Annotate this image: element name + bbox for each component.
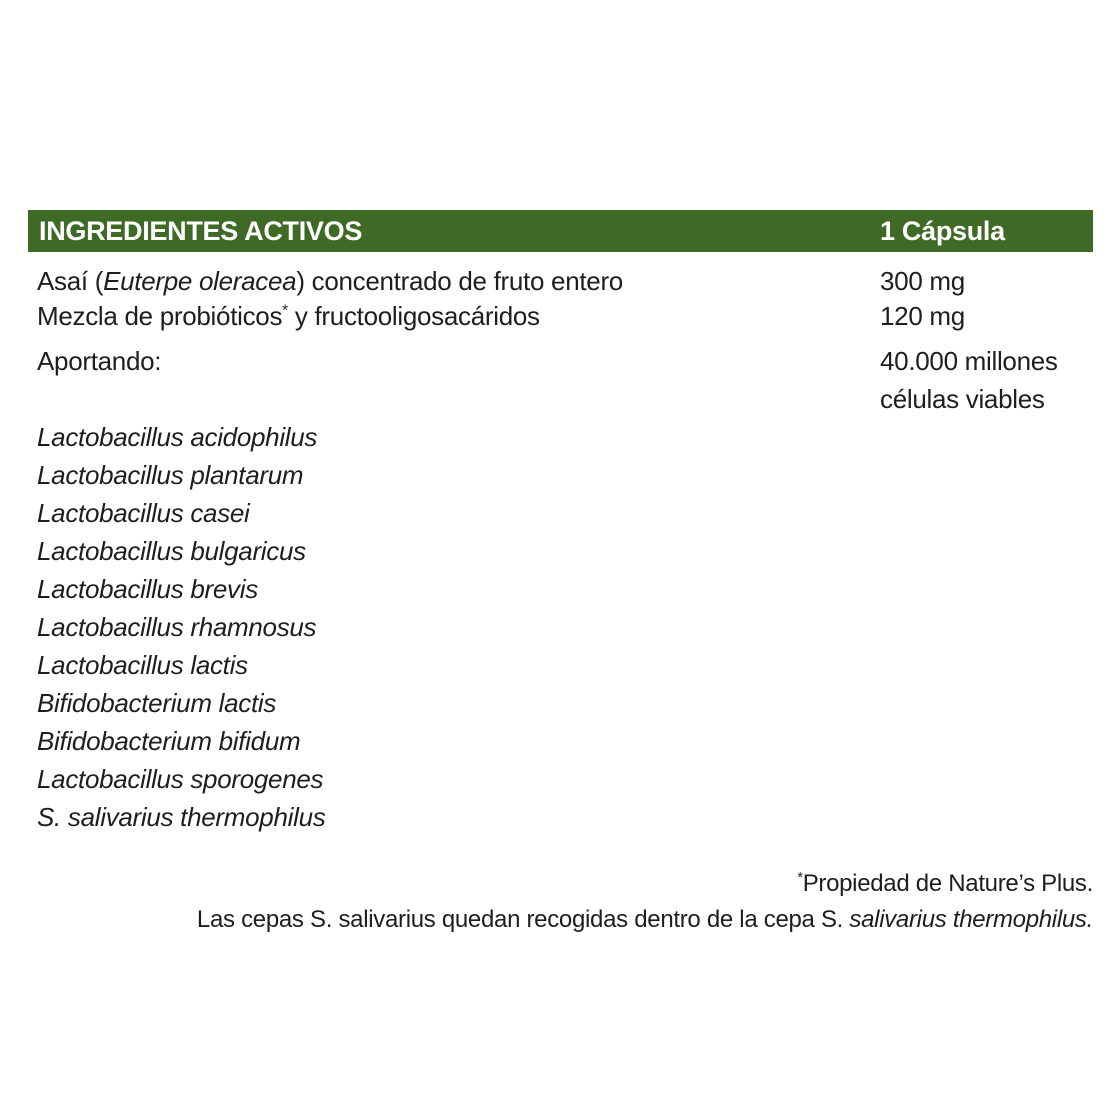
ingredient-name-latin: Euterpe oleracea: [103, 266, 297, 296]
table-header: [28, 210, 1093, 252]
strain-item: Bifidobacterium bifidum: [37, 726, 301, 756]
ingredient-name-text-after: y fructooligosacáridos: [287, 301, 540, 331]
strains-list: [28, 418, 1093, 836]
ingredient-name-text-after: ) concentrado de fruto entero: [296, 266, 623, 296]
strain-item: Lactobacillus bulgaricus: [37, 536, 306, 566]
providing-amount: [880, 342, 1093, 418]
providing-label: Aportando:: [37, 346, 162, 376]
ingredients-table: [28, 210, 1093, 938]
ingredient-name-text: Mezcla de probióticos: [37, 301, 283, 331]
strain-item: Lactobacillus brevis: [37, 574, 258, 604]
footnote-marker: *: [282, 302, 288, 320]
ingredient-name: [28, 299, 880, 334]
strain-item: Lactobacillus lactis: [37, 650, 248, 680]
ingredient-name: [28, 264, 880, 299]
strain-item: Lactobacillus sporogenes: [37, 764, 324, 794]
ingredient-row-asai: [28, 264, 1093, 299]
strain-item: Lactobacillus casei: [37, 498, 250, 528]
footnote-strains-note-latin: salivarius thermophilus.: [849, 906, 1093, 933]
footnote-strains-note-text: Las cepas S. salivarius quedan recogidas dentro de la cepa S.: [196, 906, 850, 933]
footnote-marker: *: [797, 870, 803, 886]
footnote-proprietary-text: Propiedad de Nature’s Plus.: [802, 870, 1093, 897]
ingredient-name-text: Asaí (: [37, 266, 104, 296]
footnote-strains-note: [28, 902, 1093, 938]
strain-item: Bifidobacterium lactis: [37, 688, 277, 718]
providing-amount-line2: células viables: [880, 384, 1045, 414]
ingredient-row-probiotic-mix: [28, 299, 1093, 334]
providing-amount-line1: 40.000 millones: [880, 346, 1058, 376]
strain-item: Lactobacillus rhamnosus: [37, 612, 317, 642]
ingredient-amount: 120 mg: [880, 301, 965, 331]
strain-item: Lactobacillus plantarum: [37, 460, 304, 490]
ingredient-amount: 300 mg: [880, 266, 965, 296]
footnotes: [28, 866, 1093, 938]
providing-row: [28, 342, 1093, 418]
table-header-title: INGREDIENTES ACTIVOS: [39, 215, 363, 246]
footnote-proprietary: [28, 866, 1093, 902]
strain-item: S. salivarius thermophilus: [37, 802, 326, 832]
providing-section: [28, 342, 1093, 836]
table-header-amount-column: 1 Cápsula: [880, 215, 1005, 246]
ingredient-rows: [28, 264, 1093, 334]
strain-item: Lactobacillus acidophilus: [37, 422, 318, 452]
